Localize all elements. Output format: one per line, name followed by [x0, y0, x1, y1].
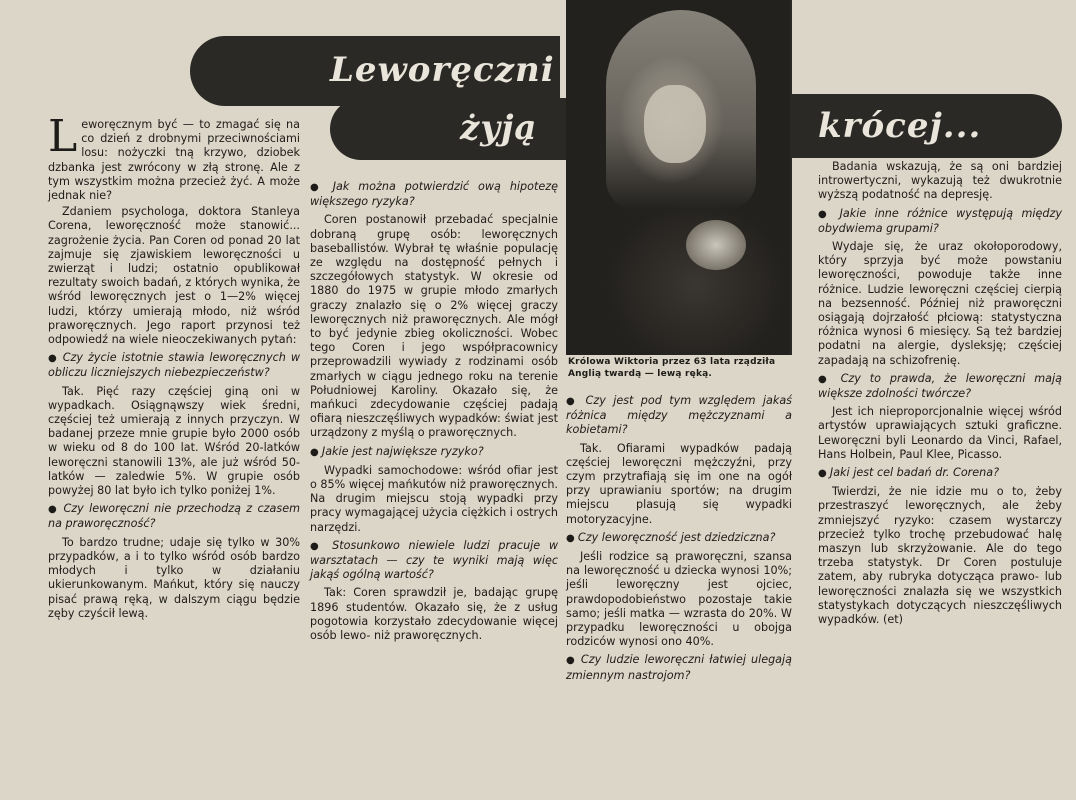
- title-banner-2: [330, 98, 570, 160]
- question: ● Czy jest pod tym względem jakaś różnica między mężczyznami a kobietami?: [566, 394, 792, 438]
- paragraph: Tak. Ofiarami wypadków padają częściej leworęczni mężczyźni, przy czym przytrafiają się im one na ogół przy uprawianiu sportów; na drugim miejscu plasują się wypadki motoryzacyjne.: [566, 441, 792, 526]
- paragraph: Twierdzi, że nie idzie mu o to, żeby przestraszyć leworęcznych, ale żeby zmniejszyć ryzyko: czasem wystarczy przecież tylko trochę przebudować halę maszyn lub skrzyżowanie. Ale do tego trzeba statystyk. Dr Coren postuluje zatem, aby rubryka dotycząca prawo- lub leworęczności znalazła się we wszystkich statystykach dotyczących nieszczęśliwych wypadków. (et): [818, 485, 1062, 627]
- column-1: [48, 111, 301, 623]
- title-line-3: krócej...: [818, 106, 982, 146]
- question: ● Czy leworęczność jest dziedziczna?: [566, 531, 792, 546]
- photo-brooch: [686, 220, 746, 270]
- column-3: [566, 390, 792, 687]
- question: ● Czy ludzie leworęczni łatwiej ulegają zmiennym nastrojom?: [566, 653, 792, 682]
- paragraph: Badania wskazują, że są oni bardziej introwertyczni, wykazują też dwukrotnie wyższą podatność na depresję.: [818, 160, 1062, 202]
- paragraph: Wypadki samochodowe: wśród ofiar jest o 85% więcej mańkutów niż praworęcznych. Na drugim miejscu stoją wypadki przy pracy wymagającej użycia ciężkich i ostrych narzędzi.: [310, 463, 558, 534]
- paragraph: To bardzo trudne; udaje się tylko w 30% przypadków, a i to tylko wśród osób bardzo młodych i tylko w działaniu ukierunkowanym. Mańkut, który się nauczy pisać prawą ręką, w dalszym ciągu będzie zęby czyścił lewą.: [48, 535, 300, 620]
- question: ● Czy to prawda, że leworęczni mają większe zdolności twórcze?: [818, 372, 1062, 401]
- paragraph: Wydaje się, że uraz okołoporodowy, który sprzyja być może powstaniu leworęczności, powoduje także inne różnice. Ludzie leworęczni częściej cierpią na bezsenność. Później niż praworęczni osiągają dojrzałość płciową: statystyczna różnica wynosi 6 miesięcy. Są też bardziej podatni na alergie, dysleksję; częściej zapadają na schizofrenię.: [818, 240, 1062, 367]
- question: ● Jakie jest największe ryzyko?: [310, 445, 558, 460]
- paragraph: Tak. Pięć razy częściej giną oni w wypadkach. Osiągnąwszy wiek średni, częściej też umierają z innych przyczyn. W badanej przeze mnie grupie było 2000 osób w wieku od 8 do 100 lat. Wśród 20-latków leworęczni stanowili 13%, ale już wśród 50-latków — zaledwie 5%. W grupie osób powyżej 80 lat było ich tylko poniżej 1%.: [48, 384, 300, 498]
- intro-paragraph: [48, 111, 300, 203]
- paragraph: Jeśli rodzice są praworęczni, szansa na leworęczność u dziecka wynosi 10%; jeśli leworęczny jest ojciec, prawdopodobieństwo pozostaje takie samo; jeśli matka — wzrasta do 20%. W przypadku leworęczności u obojga rodziców wynosi ono 40%.: [566, 550, 792, 649]
- question: ● Jaki jest cel badań dr. Corena?: [818, 466, 1062, 481]
- title-line-2: żyją: [460, 108, 538, 148]
- intro-text: eworęcznym być — to zmagać się na co dzień z drobnymi przeciwnościami losu: nożyczki tną krzywo, dziobek dzbanka jest zwrócony w złą stronę. Ale z tym wszystkim można przecież żyć. A może jednak nie?: [48, 118, 300, 203]
- paragraph: Coren postanowił przebadać specjalnie dobraną grupę osób: leworęcznych baseballistów. Wybrał tę właśnie populację ze względu na dostępność pełnych i szczegółowych statystyk. W okresie od 1880 do 1975 w grupie młodo zmarłych graczy znalazło się o 2% więcej graczy leworęcznych niż praworęcznych. Ale mógł to być jedynie zbieg okoliczności. Wobec tego Coren i jego współpracownicy przeprowadzili wywiady z rodzinami osób zmarłych w ciągu jednego roku na terenie Południowej Karoliny. Okazało się, że mańkuci zdecydowanie częściej padają ofiarą nieszczęśliwych wypadków: świat jest urządzony z myślą o praworęcznych.: [310, 213, 558, 440]
- paragraph: Zdaniem psychologa, doktora Stanleya Corena, leworęczność może stanowić... zagrożenie życia. Pan Coren od ponad 20 lat zajmuje się zjawiskiem leworęczności u zwierząt i ludzi; ostatnio opublikował rezultaty swoich badań, z których wynika, że wśród leworęcznych jest o 1—2% więcej ludzi, którzy umierają młodo, niż wśród praworęcznych. Jego raport przynosi też odpowiedź na wiele nieoczekiwanych pytań:: [48, 205, 300, 347]
- question: ● Czy leworęczni nie przechodzą z czasem na praworęczność?: [48, 502, 300, 531]
- question: ● Stosunkowo niewiele ludzi pracuje w warsztatach — czy te wyniki mają więc jakąś ogólną wartość?: [310, 539, 558, 583]
- question: ● Jakie inne różnice występują między obydwiema grupami?: [818, 207, 1062, 236]
- column-4: [818, 160, 1062, 629]
- photo-caption: Królowa Wiktoria przez 63 lata rządziła Anglią twardą — lewą ręką.: [568, 357, 776, 379]
- photo-face: [644, 85, 706, 163]
- question: ● Czy życie istotnie stawia leworęcznych w obliczu liczniejszych niebezpieczeństw?: [48, 351, 300, 380]
- paragraph: Tak: Coren sprawdził je, badając grupę 1896 studentów. Okazało się, że z usług pogotowia korzystało zdecydowanie więcej osób lewo- niż praworęcznych.: [310, 586, 558, 643]
- title-banner-1: [190, 36, 560, 106]
- title-banner-3: [782, 94, 1062, 158]
- portrait-photo: [566, 0, 792, 355]
- drop-cap: L: [48, 111, 78, 162]
- title-line-1: Leworęczni: [330, 50, 555, 90]
- question: ● Jak można potwierdzić ową hipotezę większego ryzyka?: [310, 180, 558, 209]
- paragraph: Jest ich nieproporcjonalnie więcej wśród artystów uprawiających sztuki graficzne. Leworęczni byli Leonardo da Vinci, Rafael, Hans Holbein, Paul Klee, Picasso.: [818, 405, 1062, 461]
- column-2: [310, 176, 558, 645]
